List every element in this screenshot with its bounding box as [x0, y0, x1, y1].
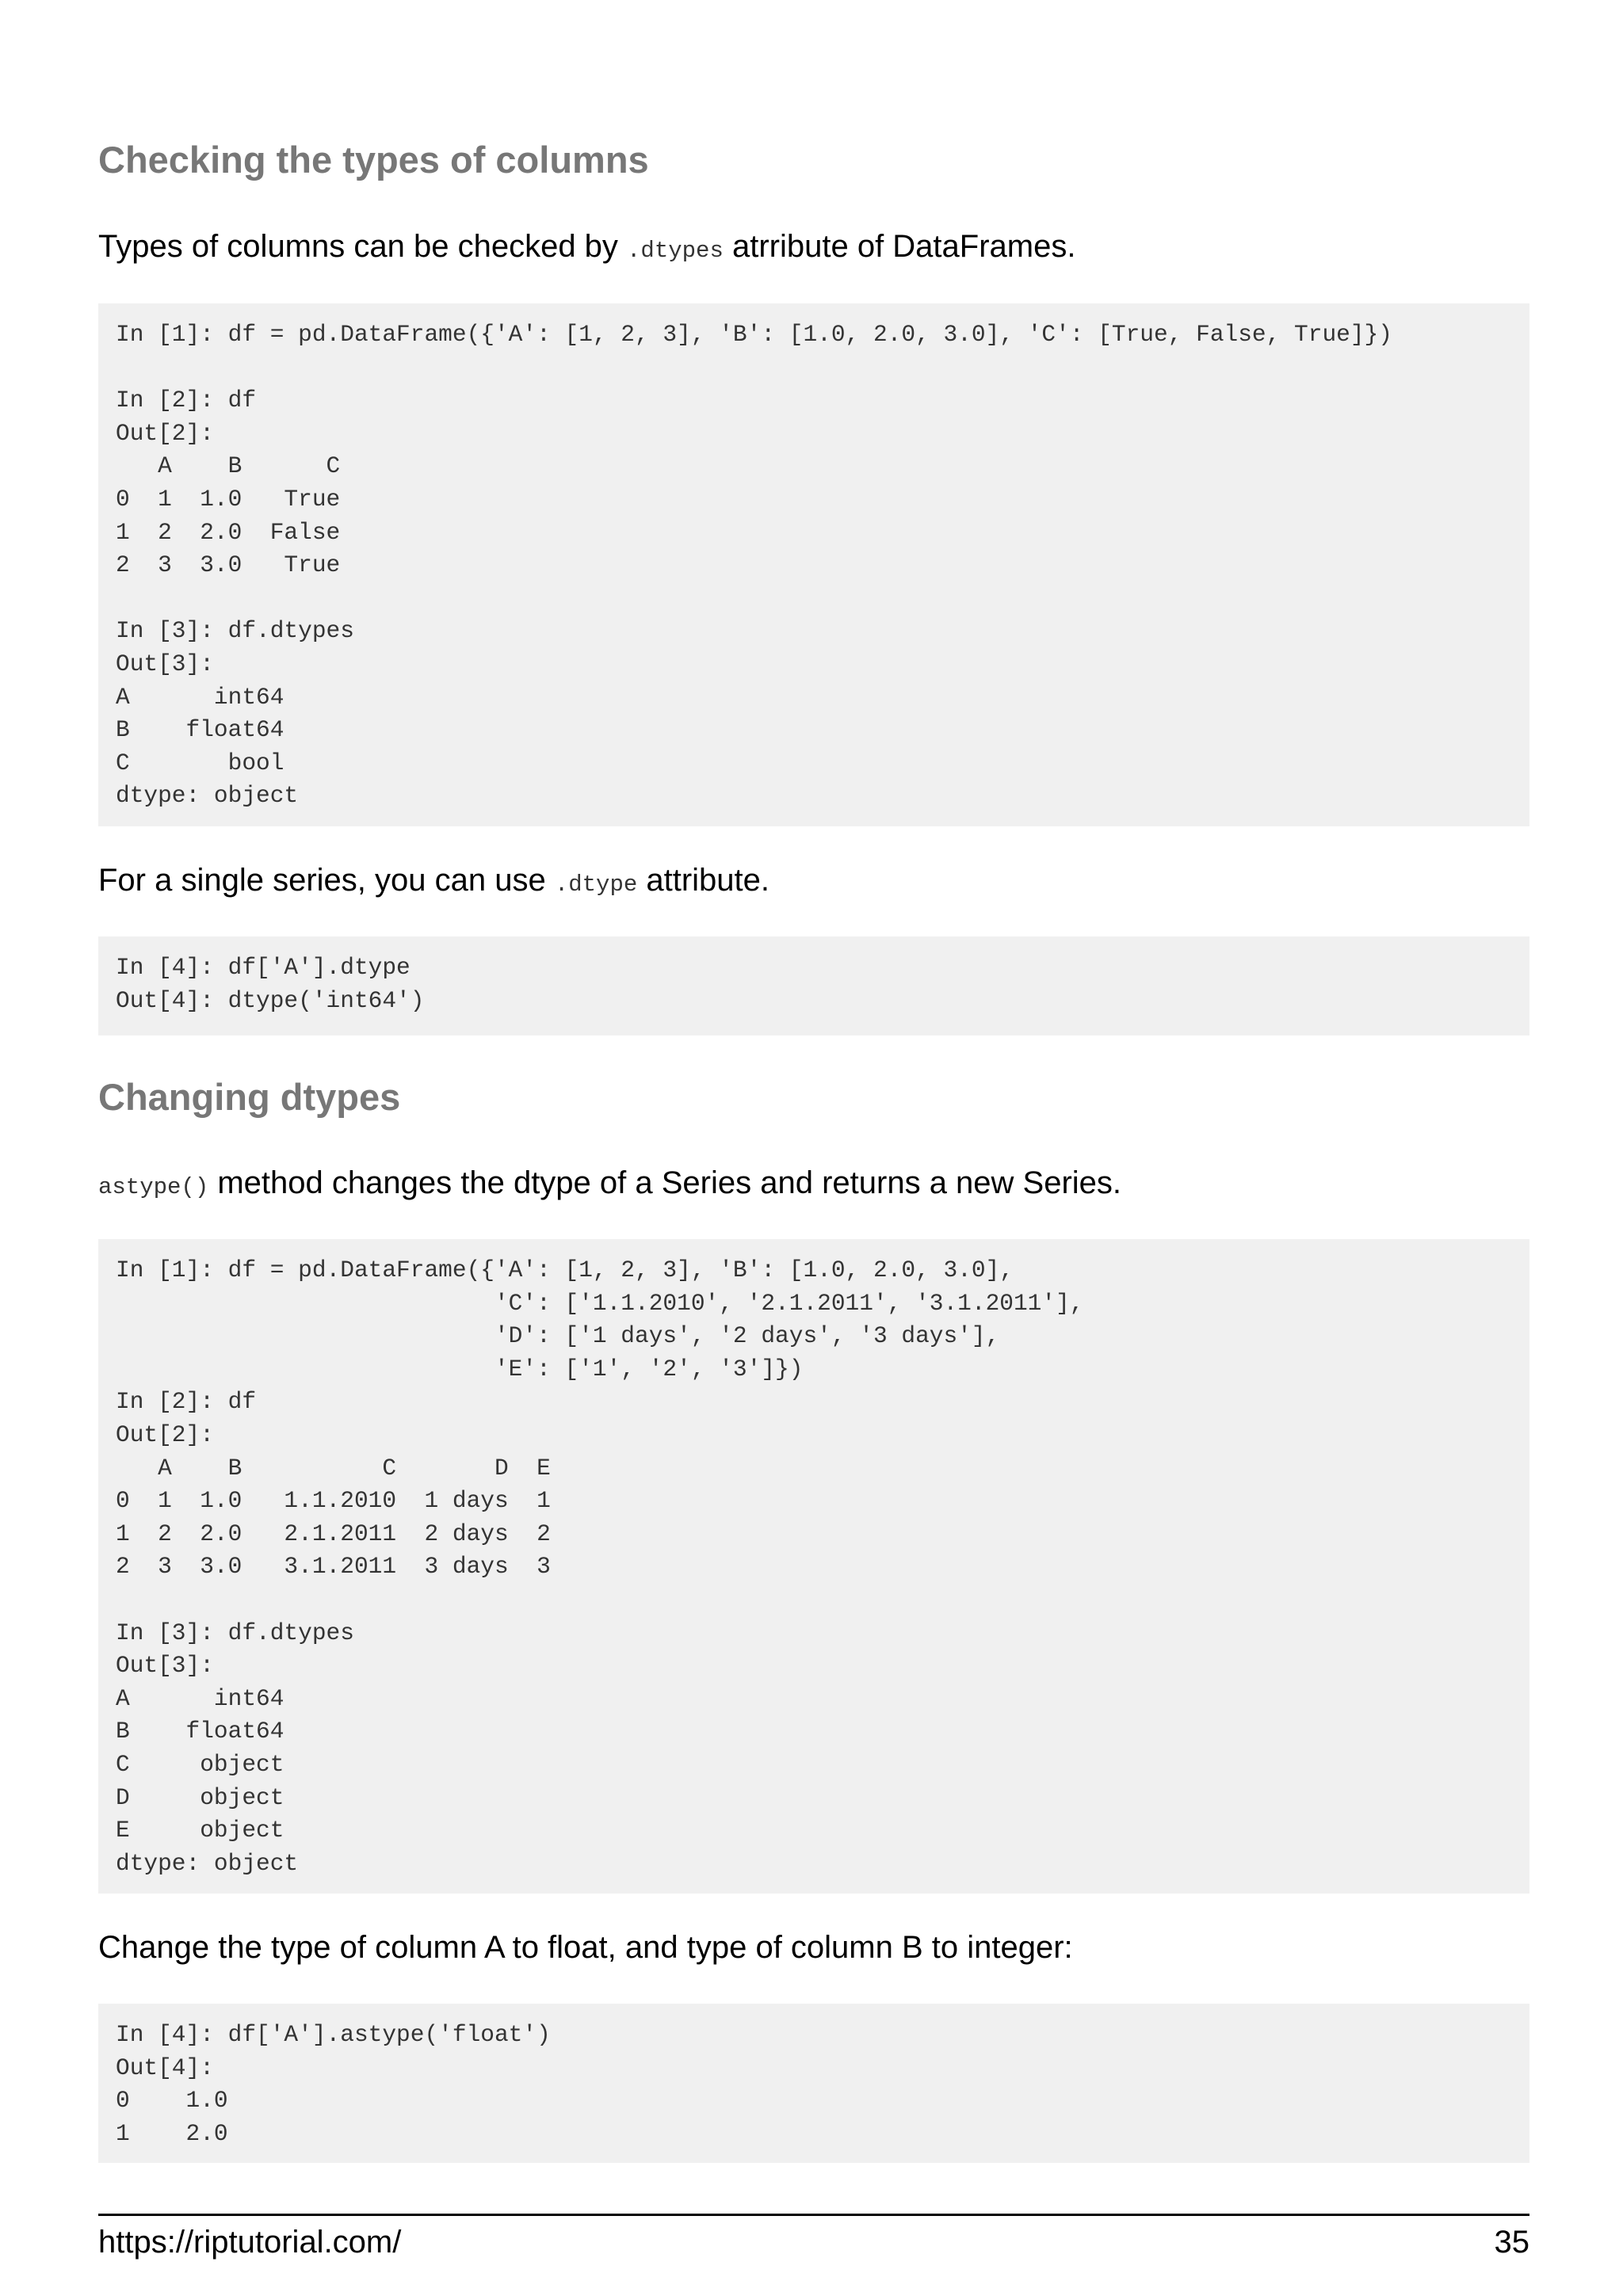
series-text-before: For a single series, you can use	[98, 863, 555, 898]
code-block-series-dtype: In [4]: df['A'].dtype Out[4]: dtype('int64')	[98, 936, 1529, 1035]
code-block-dataframe-dtypes: In [1]: df = pd.DataFrame({'A': [1, 2, 3], 'B': [1.0, 2.0, 3.0], 'C': [True, False, True]}) In [2]: df Out[2]: A B C 0 1 1.0 True 1 2 2.0 False 2 3 3.0 True In [3]: df.dtypes Out[3]: A int64 B float64 C bool dtype: object	[98, 303, 1529, 826]
footer-divider	[98, 2214, 1529, 2216]
section-heading-changing-dtypes: Changing dtypes	[98, 1076, 401, 1118]
intro-text-before: Types of columns can be checked by	[98, 229, 628, 264]
code-block-astype-float: In [4]: df['A'].astype('float') Out[4]: 0 1.0 1 2.0	[98, 2004, 1529, 2163]
intro-text-after: atrribute of DataFrames.	[723, 229, 1076, 264]
footer-url-link[interactable]: https://riptutorial.com/	[98, 2225, 402, 2260]
change-type-paragraph: Change the type of column A to float, and type of column B to integer:	[98, 1930, 1073, 1965]
inline-code-astype: astype()	[98, 1174, 209, 1200]
series-paragraph	[98, 860, 769, 905]
inline-code-dtype: .dtype	[554, 871, 638, 898]
section-heading-checking-types: Checking the types of columns	[98, 139, 649, 181]
code-block-astype-dataframe: In [1]: df = pd.DataFrame({'A': [1, 2, 3], 'B': [1.0, 2.0, 3.0], 'C': ['1.1.2010', '2.1.2011', '3.1.2011'], 'D': ['1 days', '2 days', '3 days'], 'E': ['1', '2', '3']}) In [2]: df Out[2]: A B C D E 0 1 1.0 1.1.2010 1 days 1 1 2 2.0 2.1.2011 2 days 2 2 3 3.0 3.1.2011 3 days 3 In [3]: df.dtypes Out[3]: A int64 B float64 C object D object E object dtype: object	[98, 1239, 1529, 1894]
astype-paragraph	[98, 1163, 1121, 1207]
inline-code-dtypes: .dtypes	[627, 238, 724, 264]
intro-paragraph-dtypes	[98, 227, 1075, 271]
astype-text-after: method changes the dtype of a Series and returns a new Series.	[208, 1165, 1122, 1200]
page-number: 35	[1494, 2225, 1529, 2260]
series-text-after: attribute.	[637, 863, 770, 898]
